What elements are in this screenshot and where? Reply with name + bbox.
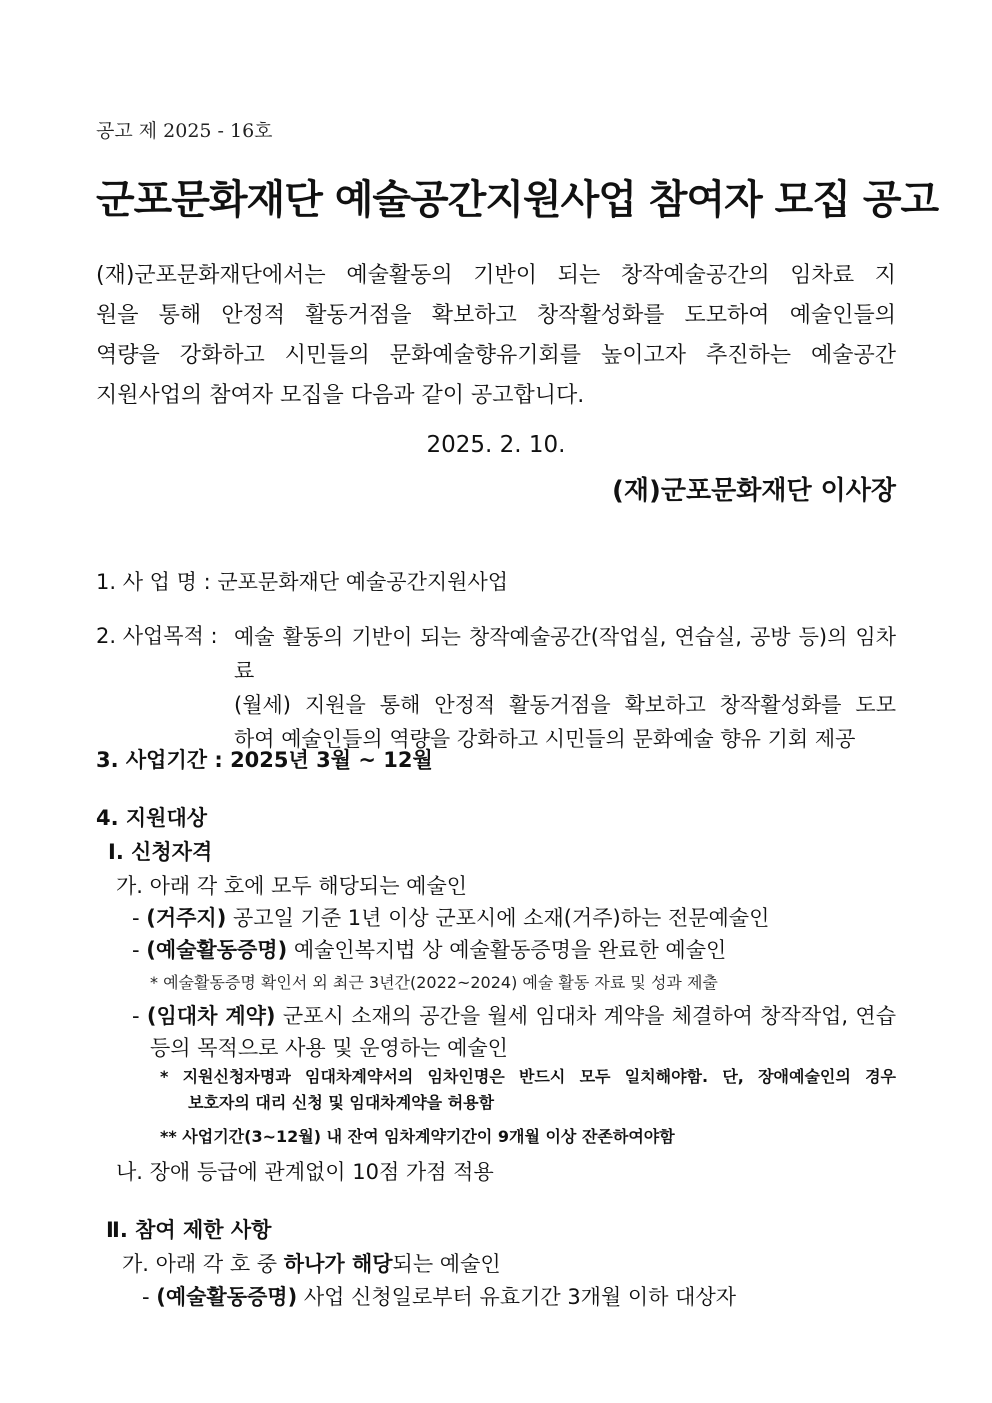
bullet-line	[132, 1000, 896, 1032]
restriction-emphasis: 하나가 해당	[283, 1252, 393, 1276]
bullet-text: 군포시 소재의 공간을 월세 임대차 계약을 체결하여 창작작업, 연습	[275, 1004, 896, 1028]
note-lease-period: ** 사업기간(3~12월) 내 잔여 임차계약기간이 9개월 이상 잔존하여야함	[160, 1127, 675, 1146]
section-purpose-label: 2. 사업목적 :	[96, 624, 218, 648]
bullet-restriction-certificate	[142, 1281, 736, 1311]
eligibility-heading: Ⅰ. 신청자격	[108, 840, 213, 864]
restriction-heading: Ⅱ. 참여 제한 사항	[106, 1218, 272, 1242]
bullet-label: (임대차 계약)	[146, 1004, 276, 1028]
purpose-line: 예술 활동의 기반이 되는 창작예술공간(작업실, 연습실, 공방 등)의 임차료	[234, 625, 896, 683]
restriction-text: 되는 예술인	[392, 1252, 501, 1276]
eligibility-item-na: 나. 장애 등급에 관계없이 10점 가점 적용	[116, 1160, 494, 1184]
section-period: 3. 사업기간 : 2025년 3월 ~ 12월	[96, 748, 433, 772]
note-line: * 지원신청자명과 임대차계약서의 임차인명은 반드시 모두 일치해야함. 단, 장애예술인의 경우	[160, 1067, 896, 1086]
intro-line: (재)군포문화재단에서는 예술활동의 기반이 되는 창작예술공간의 임차료 지	[96, 263, 896, 288]
bullet-label: (예술활동증명)	[156, 1285, 298, 1309]
section-target: 4. 지원대상	[96, 806, 208, 830]
intro-line: 역량을 강화하고 시민들의 문화예술향유기회를 높이고자 추진하는 예술공간	[96, 343, 896, 368]
bullet-line: 등의 목적으로 사용 및 운영하는 예술인	[150, 1036, 508, 1060]
bullet-dash: -	[142, 1285, 157, 1309]
bullet-label: (거주지)	[146, 906, 227, 930]
intro-paragraph	[96, 256, 896, 416]
intro-line: 지원사업의 참여자 모집을 다음과 같이 공고합니다.	[96, 383, 585, 408]
intro-line: 원을 통해 안정적 활동거점을 확보하고 창작활성화를 도모하여 예술인들의	[96, 303, 896, 328]
page-title: 군포문화재단 예술공간지원사업 참여자 모집 공고	[96, 177, 939, 223]
bullet-art-certificate	[132, 934, 726, 964]
bullet-label: (예술활동증명)	[146, 938, 288, 962]
bullet-dash: -	[132, 1004, 147, 1028]
bullet-residence	[132, 902, 769, 932]
bullet-text: 사업 신청일로부터 유효기간 3개월 이하 대상자	[297, 1285, 737, 1309]
bullet-text: 공고일 기준 1년 이상 군포시에 소재(거주)하는 전문예술인	[226, 906, 770, 930]
announcement-date: 2025. 2. 10.	[426, 432, 566, 458]
bullet-text: 예술인복지법 상 예술활동증명을 완료한 예술인	[287, 938, 727, 962]
issuer: (재)군포문화재단 이사장	[612, 476, 896, 506]
bullet-dash: -	[132, 906, 147, 930]
eligibility-item-ga: 가. 아래 각 호에 모두 해당되는 예술인	[116, 874, 468, 898]
restriction-item-ga	[122, 1248, 501, 1278]
notice-number: 공고 제 2025 - 16호	[96, 120, 273, 142]
section-business-name: 1. 사 업 명 : 군포문화재단 예술공간지원사업	[96, 570, 509, 594]
bullet-lease	[132, 1000, 896, 1064]
note-submission: * 예술활동증명 확인서 외 최근 3년간(2022~2024) 예술 활동 자료 및 성과 제출	[150, 973, 718, 992]
purpose-line: 하여 예술인들의 역량을 강화하고 시민들의 문화예술 향유 기회 제공	[234, 727, 856, 751]
restriction-text: 가. 아래 각 호 중	[122, 1252, 284, 1276]
section-purpose-body	[234, 620, 896, 756]
purpose-line: (월세) 지원을 통해 안정적 활동거점을 확보하고 창작활성화를 도모	[234, 693, 896, 717]
bullet-dash: -	[132, 938, 147, 962]
note-line: 보호자의 대리 신청 및 임대차계약을 허용함	[188, 1093, 495, 1112]
note-name-match	[160, 1064, 896, 1116]
